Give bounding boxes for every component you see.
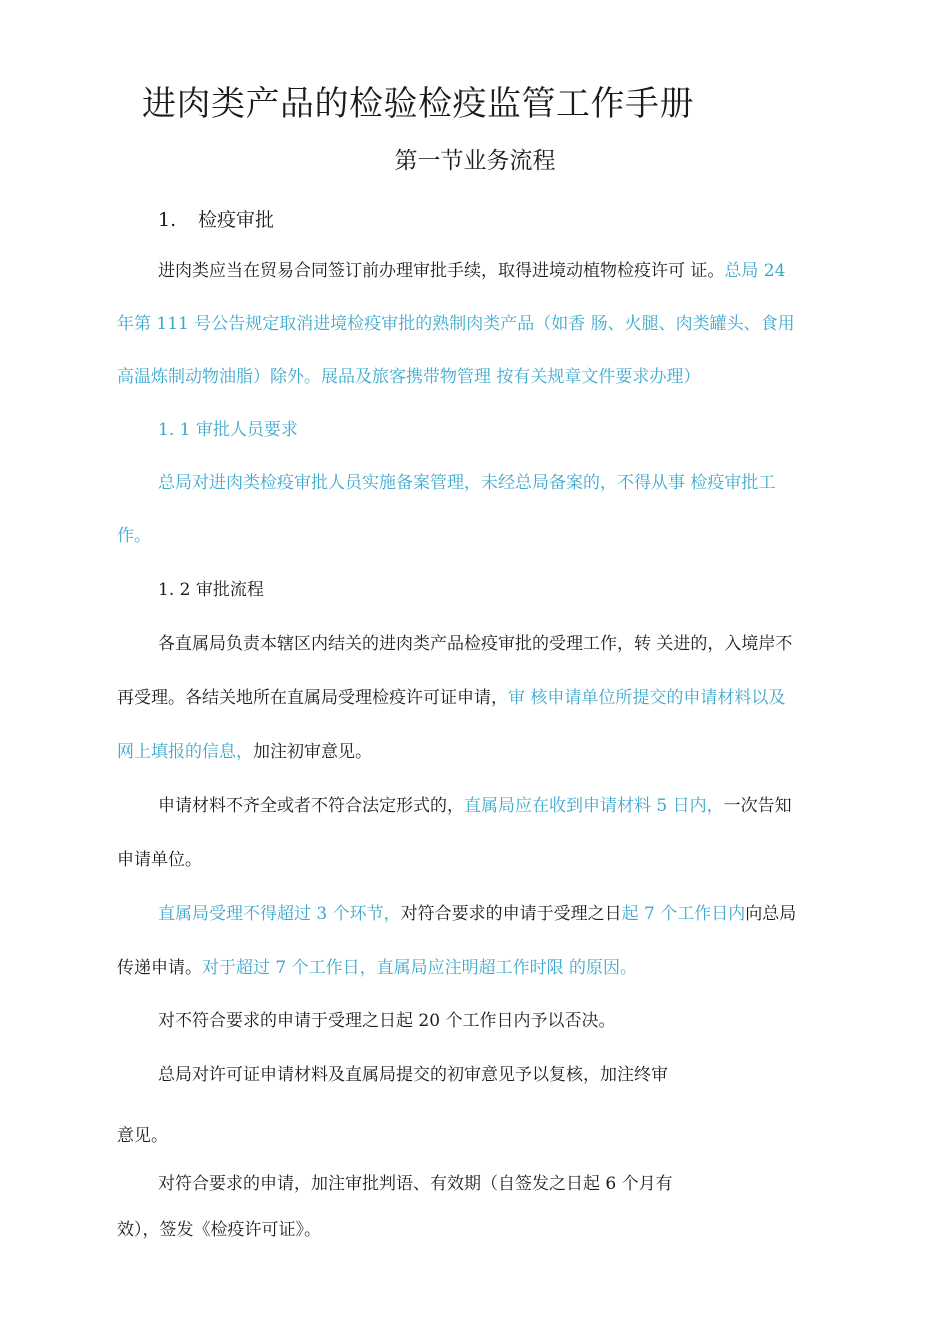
p5-line2-highlight: 对于超过 7 个工作日，直属局应注明超工作时限 的原因。 [202, 958, 638, 978]
p1-line1-text: 进肉类应当在贸易合同签订前办理审批手续，取得进境动植物检疫许可 证。 [158, 261, 725, 281]
p5-line1-text-b: 对符合要求的申请于受理之日 [400, 904, 622, 924]
document-title: 进肉类产品的检验检疫监管工作手册 [142, 84, 694, 124]
p3-line3-text: 加注初审意见。 [253, 742, 372, 762]
p5-line2-text: 传递申请。 [117, 958, 202, 978]
heading-quarantine-approval [158, 205, 274, 232]
p4-line1-tail: 一次告知 [723, 796, 792, 816]
p4-line1 [158, 791, 792, 816]
p3-line2-text: 再受理。各结关地所在直属局受理检疫许可证申请， [117, 688, 508, 708]
p4-line1-highlight: 直属局应在收到申请材料 5 日内， [464, 796, 724, 816]
p5-line1 [158, 899, 796, 924]
p8-line1: 对符合要求的申请，加注审批判语、有效期（自签发之日起 6 个月有 [158, 1174, 673, 1194]
p2-line1: 总局对进肉类检疫审批人员实施备案管理，未经总局备案的，不得从事 检疫审批工 [158, 473, 776, 493]
p2-line2: 作。 [117, 526, 151, 546]
p3-line2-highlight: 审 核申请单位所提交的申请材料以及 [508, 688, 786, 708]
p3-line3-highlight: 网上填报的信息， [117, 742, 253, 762]
p4-line1-text: 申请材料不齐全或者不符合法定形式的， [158, 796, 464, 816]
p5-line1-highlight-a: 直属局受理不得超过 3 个环节， [158, 904, 401, 924]
subheading-1-1: 1. 1 审批人员要求 [158, 420, 298, 440]
p8-line2: 效），签发《检疫许可证》。 [117, 1220, 321, 1240]
section-title: 第一节业务流程 [394, 148, 556, 174]
subheading-1-2: 1. 2 审批流程 [158, 580, 264, 600]
heading-number: 1. [158, 209, 177, 231]
p4-line2: 申请单位。 [117, 850, 202, 870]
p1-line1 [158, 256, 785, 281]
p5-line1-highlight-c: 起 7 个工作日内 [621, 904, 746, 924]
p3-line1: 各直属局负责本辖区内结关的进肉类产品检疫审批的受理工作，转 关进的，入境岸不 [158, 634, 793, 654]
heading-text: 检疫审批 [198, 209, 275, 231]
p1-line3: 高温炼制动物油脂）除外。展品及旅客携带物管理 按有关规章文件要求办理） [117, 367, 701, 387]
p6: 对不符合要求的申请于受理之日起 20 个工作日内予以否决。 [158, 1011, 616, 1031]
p7-line2: 意见。 [117, 1126, 168, 1146]
p3-line3 [117, 737, 372, 762]
p5-line2 [117, 953, 637, 978]
p3-line2 [117, 683, 785, 708]
p5-line1-text-d: 向总局 [745, 904, 797, 924]
p7-line1: 总局对许可证申请材料及直属局提交的初审意见予以复核，加注终审 [158, 1065, 668, 1085]
p1-line2: 年第 111 号公告规定取消进境检疫审批的熟制肉类产品（如香 肠、火腿、肉类罐头、食用 [117, 314, 795, 334]
p1-line1-highlight: 总局 24 [724, 261, 786, 281]
